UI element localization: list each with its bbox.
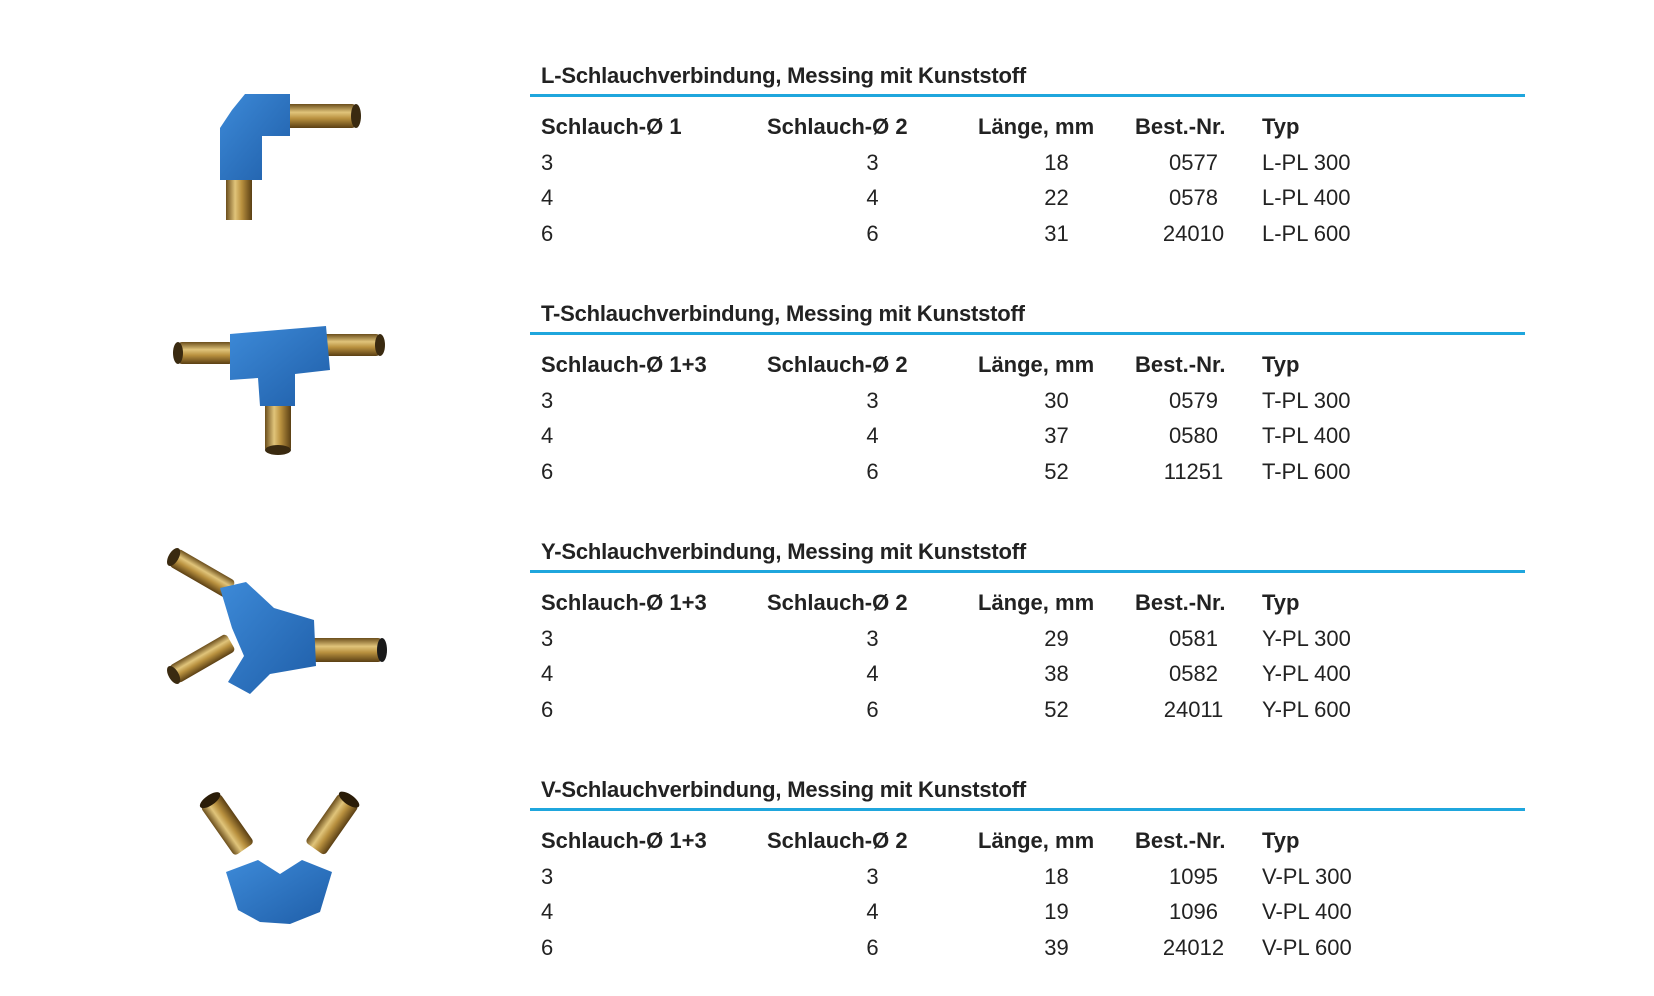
section-divider [530,94,1525,97]
col-length: Länge, mm [978,114,1095,139]
table-row [530,930,1462,966]
cell-hose1: 6 [541,934,554,960]
cell-order-number: 24011 [1163,696,1224,722]
col-hose-diameter-1-3: Schlauch-Ø 1+3 [541,352,707,377]
col-hose-diameter-1: Schlauch-Ø 1 [541,114,682,139]
col-hose-diameter-2: Schlauch-Ø 2 [767,352,908,377]
table-row [530,894,1462,930]
cell-order-number: 1096 [1169,899,1218,924]
spec-table [530,109,1462,251]
cell-hose2: 3 [866,863,879,889]
section-title: L-Schlauchverbindung, Messing mit Kunststoff [541,63,1026,88]
section-title: V-Schlauchverbindung, Messing mit Kunststoff [541,777,1027,802]
product-section-y [0,476,1654,722]
cell-hose2: 6 [866,458,879,484]
product-table-section [530,776,1525,965]
col-type: Typ [1262,114,1300,139]
col-order-number: Best.-Nr. [1135,590,1226,615]
cell-hose1: 4 [541,185,554,210]
col-type: Typ [1262,352,1300,377]
col-hose-diameter-1-3: Schlauch-Ø 1+3 [541,828,707,853]
cell-hose2: 4 [866,423,879,448]
cell-hose2: 4 [866,899,879,924]
cell-type: Y-PL 300 [1262,625,1351,651]
col-order-number: Best.-Nr. [1135,352,1226,377]
table-row [530,621,1462,657]
col-hose-diameter-2: Schlauch-Ø 2 [767,828,908,853]
cell-hose1: 3 [541,149,554,175]
cell-type: T-PL 600 [1262,458,1351,484]
spec-table [530,347,1462,489]
cell-hose1: 6 [541,220,554,246]
cell-hose1: 4 [541,661,554,686]
cell-type: Y-PL 400 [1262,661,1351,686]
table-row [530,656,1462,692]
cell-hose2: 6 [866,696,879,722]
cell-order-number: 1095 [1169,863,1218,889]
cell-length: 18 [1044,149,1069,175]
cell-hose2: 3 [866,149,879,175]
cell-type: L-PL 300 [1262,149,1351,175]
cell-order-number: 0577 [1169,149,1218,175]
cell-length: 52 [1044,458,1069,484]
cell-hose1: 3 [541,863,554,889]
cell-type: L-PL 600 [1262,220,1351,246]
table-header-row [530,823,1462,859]
cell-hose1: 4 [541,899,554,924]
spec-table [530,585,1462,727]
cell-hose2: 4 [866,185,879,210]
cell-hose2: 3 [866,625,879,651]
section-divider [530,808,1525,811]
col-length: Länge, mm [978,828,1095,853]
col-order-number: Best.-Nr. [1135,114,1226,139]
cell-order-number: 0579 [1169,387,1218,413]
cell-length: 30 [1044,387,1069,413]
cell-order-number: 0580 [1169,423,1218,448]
col-length: Länge, mm [978,590,1095,615]
col-type: Typ [1262,828,1300,853]
cell-length: 29 [1044,625,1069,651]
cell-type: T-PL 400 [1262,423,1351,448]
cell-type: T-PL 300 [1262,387,1351,413]
cell-length: 18 [1044,863,1069,889]
cell-order-number: 24010 [1162,220,1225,246]
cell-hose2: 3 [866,387,879,413]
col-length: Länge, mm [978,352,1095,377]
y-connector-icon [150,516,410,696]
product-section-l [0,0,1654,246]
cell-order-number: 0581 [1169,625,1218,651]
section-divider [530,570,1525,573]
cell-length: 31 [1044,220,1069,246]
cell-type: V-PL 300 [1262,863,1352,889]
cell-length: 52 [1044,696,1069,722]
table-header-row [530,347,1462,383]
table-row [530,859,1462,895]
cell-hose1: 6 [541,696,554,722]
t-connector-icon [150,278,410,458]
section-divider [530,332,1525,335]
cell-type: V-PL 600 [1262,934,1352,960]
section-title: Y-Schlauchverbindung, Messing mit Kunststoff [541,539,1027,564]
col-hose-diameter-2: Schlauch-Ø 2 [767,590,908,615]
cell-order-number: 0582 [1169,661,1218,686]
cell-hose2: 6 [866,934,879,960]
cell-type: L-PL 400 [1262,185,1351,210]
cell-order-number: 11251 [1163,458,1224,484]
l-connector-icon [150,40,410,220]
v-connector-icon [150,754,410,934]
cell-order-number: 0578 [1169,185,1218,210]
product-section-v [0,714,1654,960]
col-order-number: Best.-Nr. [1135,828,1226,853]
cell-hose1: 3 [541,625,554,651]
product-table-section [530,300,1525,489]
cell-type: Y-PL 600 [1262,696,1351,722]
cell-hose1: 4 [541,423,554,448]
table-row [530,418,1462,454]
cell-order-number: 24012 [1162,934,1225,960]
cell-length: 39 [1044,934,1069,960]
spec-table [530,823,1462,965]
cell-length: 37 [1044,423,1069,448]
col-hose-diameter-2: Schlauch-Ø 2 [767,114,908,139]
cell-type: V-PL 400 [1262,899,1352,924]
table-row [530,145,1462,181]
table-row [530,180,1462,216]
cell-length: 22 [1044,185,1069,210]
col-hose-diameter-1-3: Schlauch-Ø 1+3 [541,590,707,615]
table-header-row [530,585,1462,621]
product-table-section [530,538,1525,727]
cell-hose2: 6 [866,220,879,246]
cell-length: 19 [1044,899,1069,924]
section-title: T-Schlauchverbindung, Messing mit Kunststoff [541,301,1025,326]
cell-hose2: 4 [866,661,879,686]
cell-hose1: 3 [541,387,554,413]
cell-hose1: 6 [541,458,554,484]
table-row [530,383,1462,419]
cell-length: 38 [1044,661,1069,686]
product-table-section [530,62,1525,251]
product-section-t [0,238,1654,484]
table-header-row [530,109,1462,145]
col-type: Typ [1262,590,1300,615]
